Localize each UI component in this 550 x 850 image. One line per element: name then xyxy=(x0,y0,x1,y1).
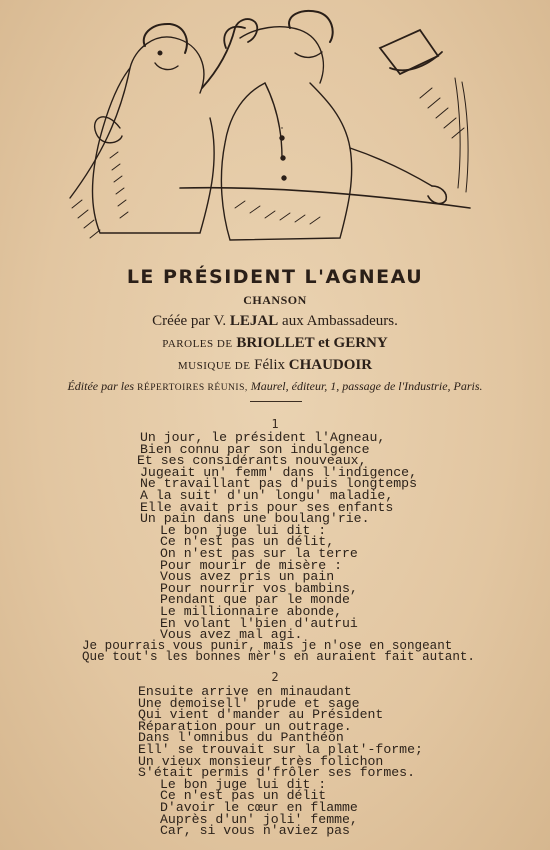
verse-line: Pour nourrir vos bambins, xyxy=(160,580,358,596)
verse-line: Un vieux monsieur très folichon xyxy=(138,753,384,769)
publisher-name: RÉPERTOIRES RÉUNIS, xyxy=(137,383,248,393)
verse-line: A la suit' d'un' longu' maladie, xyxy=(140,487,394,503)
verse-line: Vous avez pris un pain xyxy=(160,569,335,585)
verse-number: 1 xyxy=(271,417,279,431)
verse-line: Car, si vous n'aviez pas xyxy=(160,823,350,839)
composer-name: CHAUDOIR xyxy=(288,357,373,373)
publisher-address: Maurel, éditeur, 1, passage de l'Industrie, Paris. xyxy=(250,379,483,393)
verse-line: Ne travaillant pas d'puis longtemps xyxy=(140,476,417,492)
performer-credit xyxy=(0,313,550,330)
verse-line: Pendant que par le monde xyxy=(160,592,350,608)
verse-line: S'était permis d'frôler ses formes. xyxy=(138,765,415,781)
verse-line: Ce n'est pas un délit xyxy=(160,788,327,804)
lyrics-prefix: PAROLES DE xyxy=(162,338,233,350)
created-prefix: Créée par V. xyxy=(152,313,227,329)
divider-rule xyxy=(250,401,302,402)
verse-line: Elle avait pris pour ses enfants xyxy=(140,499,394,515)
verse-line: Un pain dans une boulang'rie. xyxy=(140,511,370,527)
verse-1 xyxy=(0,432,550,664)
verse-line: Auprès d'un' joli' femme, xyxy=(160,811,358,827)
verse-line: Pour mourir de misère : xyxy=(160,557,343,573)
music-prefix: MUSIQUE DE xyxy=(177,360,251,372)
verse-line: Un jour, le président l'Agneau, xyxy=(140,430,386,445)
verse-line: Je pourrais vous punir, mais je n'ose en songeant xyxy=(82,638,453,653)
composer-first-name: Félix xyxy=(254,357,286,373)
verse-2 xyxy=(0,686,550,837)
verse-number: 2 xyxy=(271,670,279,684)
verse-line: Une demoisell' prude et sage xyxy=(138,695,360,711)
verse-line: Le millionnaire abonde, xyxy=(160,603,343,619)
verse-line: On n'est pas sur la terre xyxy=(160,545,358,561)
verse-line: Vous avez mal agi. xyxy=(160,627,303,643)
publisher-line xyxy=(0,379,550,394)
performer-name: LEJAL xyxy=(229,313,279,329)
verse-line: En volant l'bien d'autrui xyxy=(160,615,358,631)
verse-line: Le bon juge lui dit : xyxy=(160,522,327,538)
verse-line: Qui vient d'mander au Président xyxy=(138,707,384,723)
composer-credit xyxy=(0,357,550,374)
song-genre: CHANSON xyxy=(243,293,307,307)
verse-line: Que tout's les bonnes mèr's en auraient fait autant. xyxy=(82,650,475,665)
verse-line: Et ses considérants nouveaux, xyxy=(137,453,367,469)
verse-line: Le bon juge lui dit : xyxy=(160,776,327,792)
publisher-prefix: Éditée par les xyxy=(67,379,135,393)
verse-line: Réparation pour un outrage. xyxy=(138,718,352,734)
created-suffix: aux Ambassadeurs. xyxy=(282,313,398,329)
quarrel-illustration xyxy=(60,8,480,256)
verse-line: Ce n'est pas un délit, xyxy=(160,534,335,550)
lyricist-credit xyxy=(0,335,550,352)
verse-line: D'avoir le cœur en flamme xyxy=(160,799,358,815)
verse-line: Bien connu par son indulgence xyxy=(140,441,370,457)
song-title: LE PRÉSIDENT L'AGNEAU xyxy=(126,266,424,288)
verse-line: Ell' se trouvait sur la plat'-forme; xyxy=(138,741,423,757)
verse-line: Jugeait un' femm' dans l'indigence, xyxy=(140,464,417,480)
lyricists: BRIOLLET et GERNY xyxy=(236,335,388,351)
verse-line: Dans l'omnibus du Panthéon xyxy=(138,730,344,746)
verse-line: Ensuite arrive en minaudant xyxy=(138,684,352,699)
